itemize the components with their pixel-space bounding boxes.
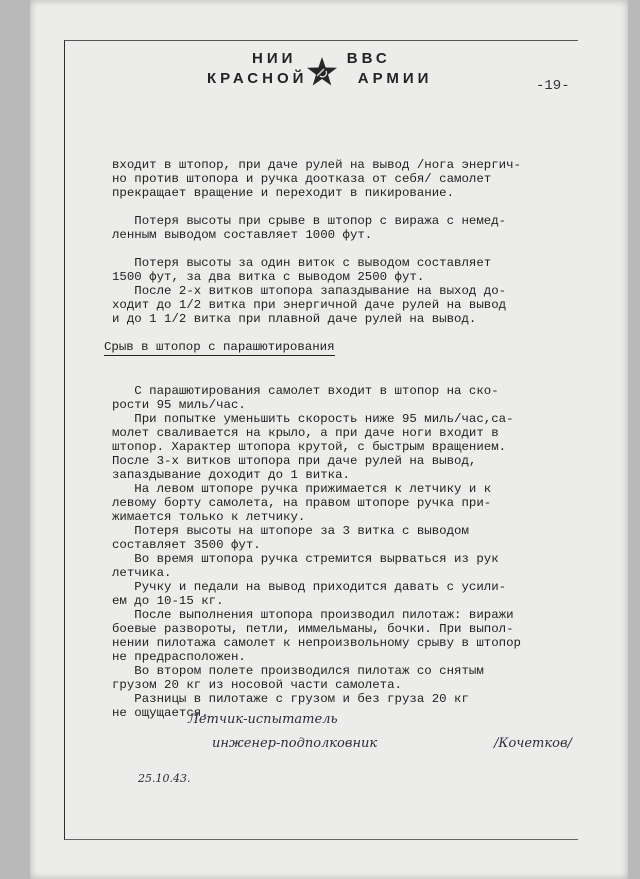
text-line: На левом штопоре ручка прижимается к летчику и к <box>112 482 492 496</box>
signature-date: 25.10.43. <box>138 772 191 785</box>
text-line: не предрасположен. <box>112 650 246 664</box>
text-line: рости 95 миль/час. <box>112 398 246 412</box>
header-armii: АРМИИ <box>357 70 433 87</box>
text-line: ходит до 1/2 витка при энергичной даче рулей на вывод <box>112 298 507 312</box>
document-body <box>104 158 582 720</box>
text-line: прекращает вращение и переходит в пикирование. <box>112 186 455 200</box>
signature-title: Летчик-испытатель <box>188 712 338 727</box>
text-line: штопор. Характер штопора крутой, с быстрым вращением. <box>112 440 507 454</box>
paragraph-3 <box>112 256 582 326</box>
paragraph-2 <box>112 214 582 242</box>
text-line: молет сваливается на крыло, а при даче ноги входит в <box>112 426 499 440</box>
text-line: Во втором полете производился пилотаж со снятым <box>112 664 484 678</box>
text-line: входит в штопор, при даче рулей на вывод /нога энергич- <box>112 158 521 172</box>
header-vvs: ВВС <box>346 50 391 67</box>
text-line: С парашютирования самолет входит в штопор на ско- <box>112 384 499 398</box>
text-line: нении пилотажа самолет к непроизвольному срыву в штопор <box>112 636 521 650</box>
text-line: После выполнения штопора производил пилотаж: виражи <box>112 608 514 622</box>
text-line: запаздывание доходит до 1 витка. <box>112 468 350 482</box>
text-line: левому борту самолета, на правом штопоре ручка при- <box>112 496 492 510</box>
text-line: После 2-х витков штопора запаздывание на выход до- <box>112 284 507 298</box>
page-number: -19- <box>536 78 570 94</box>
text-line: не ощущается. <box>112 706 209 720</box>
text-line: Разницы в пилотаже с грузом и без груза 20 кг <box>112 692 469 706</box>
text-line: боевые развороты, петли, иммельманы, бочки. При выпол- <box>112 622 514 636</box>
paragraph-4 <box>112 384 582 720</box>
text-line: Потеря высоты при срыве в штопор с виража с немед- <box>112 214 507 228</box>
text-line: 1500 фут, за два витка с выводом 2500 фут. <box>112 270 425 284</box>
red-star-icon <box>306 56 338 88</box>
header-krasnoy: КРАСНОЙ <box>207 70 308 87</box>
text-line: грузом 20 кг из носовой части самолета. <box>112 678 402 692</box>
text-line: но против штопора и ручка доотказа от себя/ самолет <box>112 172 492 186</box>
text-line: составляет 3500 фут. <box>112 538 261 552</box>
paragraph-1 <box>112 158 582 200</box>
text-line: При попытке уменьшить скорость ниже 95 миль/час,са- <box>112 412 514 426</box>
text-line: ленным выводом составляет 1000 фут. <box>112 228 373 242</box>
text-line: Ручку и педали на вывод приходится давать с усили- <box>112 580 507 594</box>
text-line: Во время штопора ручка стремится вырваться из рук <box>112 552 499 566</box>
signature-name: /Кочетков/ <box>494 736 572 751</box>
header-line-1 <box>252 50 452 67</box>
text-line: Потеря высоты за один виток с выводом составляет <box>112 256 492 270</box>
header-nii: НИИ <box>252 50 297 67</box>
text-line: и до 1 1/2 витка при плавной даче рулей на вывод. <box>112 312 477 326</box>
text-line: ем до 10-15 кг. <box>112 594 224 608</box>
signature-rank: инженер-подполковник <box>212 736 378 751</box>
text-line: жимается только к летчику. <box>112 510 306 524</box>
section-heading: Срыв в штопор с парашютирования <box>104 340 335 354</box>
text-line: летчика. <box>112 566 172 580</box>
text-line: Потеря высоты на штопоре за 3 витка с выводом <box>112 524 469 538</box>
text-line: После 3-х витков штопора при даче рулей на вывод, <box>112 454 477 468</box>
